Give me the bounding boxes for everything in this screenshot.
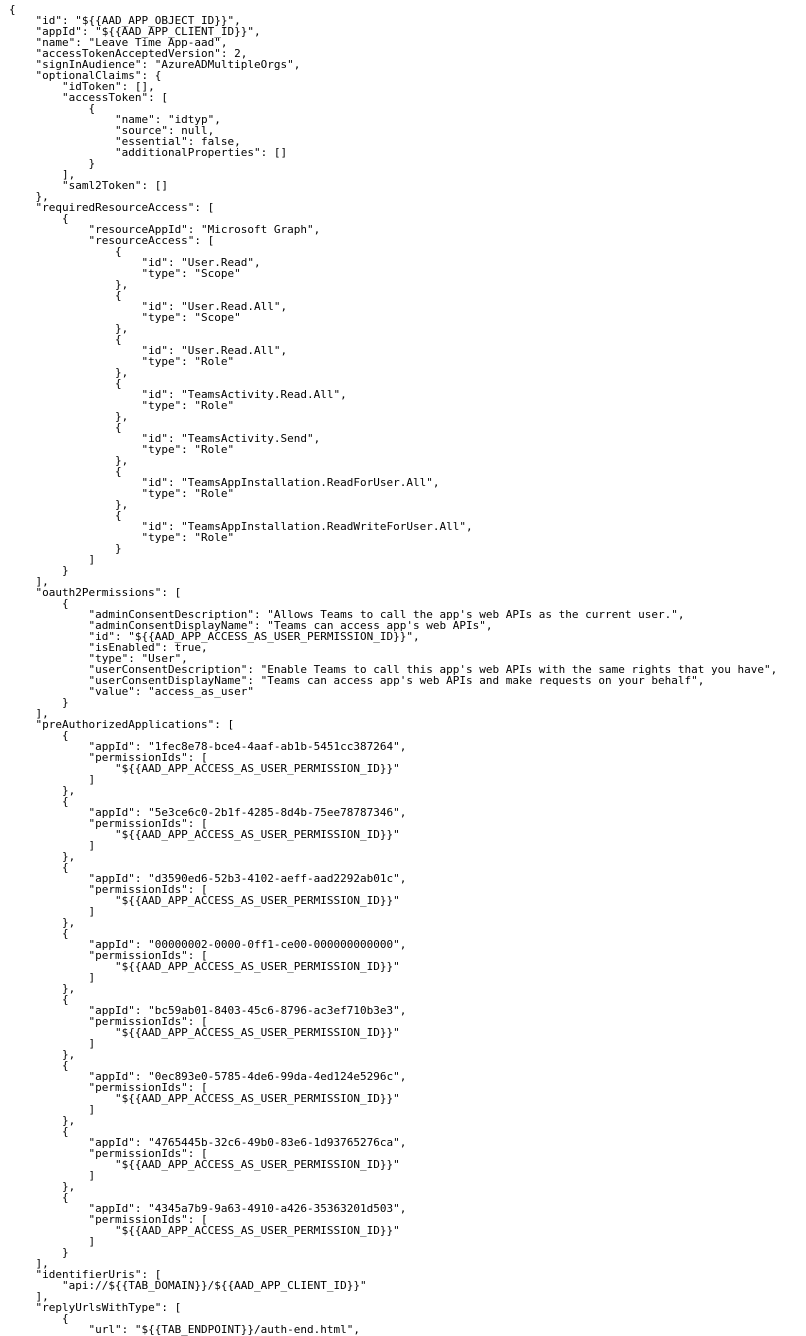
code-line: { xyxy=(9,102,96,115)
code-line: "essential": false, xyxy=(9,135,241,148)
code-line: }, xyxy=(9,190,49,203)
code-line: { xyxy=(9,377,122,390)
code-line: "permissionIds": [ xyxy=(9,949,208,962)
code-line: "idToken": [], xyxy=(9,80,155,93)
code-line: "userConsentDescription": "Enable Teams to call this app's web APIs with the same rights that you have", xyxy=(9,663,778,676)
code-line: "accessToken": [ xyxy=(9,91,168,104)
code-line: "id": "User.Read.All", xyxy=(9,344,288,357)
code-line: "id": "TeamsActivity.Read.All", xyxy=(9,388,347,401)
code-line: { xyxy=(9,465,122,478)
code-line: }, xyxy=(9,454,129,467)
code-line: } xyxy=(9,542,122,555)
code-line: "userConsentDisplayName": "Teams can access app's web APIs and make requests on your behalf", xyxy=(9,674,705,687)
code-line: "type": "User", xyxy=(9,652,188,665)
code-line: "source": null, xyxy=(9,124,215,137)
code-line: }, xyxy=(9,1048,76,1061)
code-line: "appId": "5e3ce6c0-2b1f-4285-8d4b-75ee78787346", xyxy=(9,806,407,819)
code-line: "id": "TeamsActivity.Send", xyxy=(9,432,321,445)
code-line: }, xyxy=(9,410,129,423)
code-line: "${{AAD_APP_ACCESS_AS_USER_PERMISSION_ID}}" xyxy=(9,1026,400,1039)
code-line: { xyxy=(9,1059,69,1072)
code-line: "identifierUris": [ xyxy=(9,1268,162,1281)
code-line: }, xyxy=(9,1180,76,1193)
code-line: "name": "idtyp", xyxy=(9,113,221,126)
code-line: "id": "TeamsAppInstallation.ReadForUser.All", xyxy=(9,476,440,489)
code-line: "oauth2Permissions": [ xyxy=(9,586,182,599)
code-line: ] xyxy=(9,905,96,918)
code-line: { xyxy=(9,421,122,434)
code-line: "resourceAccess": [ xyxy=(9,234,215,247)
code-line: } xyxy=(9,1246,69,1259)
code-line: "type": "Role" xyxy=(9,443,235,456)
code-line: ], xyxy=(9,707,49,720)
code-line: "type": "Role" xyxy=(9,355,235,368)
code-line: "resourceAppId": "Microsoft Graph", xyxy=(9,223,321,236)
code-line: { xyxy=(9,1125,69,1138)
code-line: ] xyxy=(9,773,96,786)
code-line: { xyxy=(9,509,122,522)
code-line: "requiredResourceAccess": [ xyxy=(9,201,215,214)
code-line: "id": "${{AAD_APP_OBJECT_ID}}", xyxy=(9,14,241,27)
code-line: "saml2Token": [] xyxy=(9,179,168,192)
code-line: { xyxy=(9,795,69,808)
code-line: }, xyxy=(9,850,76,863)
code-line: "appId": "00000002-0000-0ff1-ce00-000000000000", xyxy=(9,938,407,951)
code-line: ], xyxy=(9,1290,49,1303)
code-line: "signInAudience": "AzureADMultipleOrgs", xyxy=(9,58,301,71)
code-line: } xyxy=(9,564,69,577)
code-line: ] xyxy=(9,1235,96,1248)
code-line: } xyxy=(9,696,69,709)
code-line: ] xyxy=(9,553,96,566)
code-line: { xyxy=(9,1312,69,1325)
code-line: "type": "Role" xyxy=(9,487,235,500)
code-line: "type": "Scope" xyxy=(9,267,241,280)
code-line: "${{AAD_APP_ACCESS_AS_USER_PERMISSION_ID}}" xyxy=(9,828,400,841)
code-line: "accessTokenAcceptedVersion": 2, xyxy=(9,47,248,60)
code-line: }, xyxy=(9,498,129,511)
code-line: { xyxy=(9,333,122,346)
code-line: "url": "${{TAB_ENDPOINT}}/auth-end.html", xyxy=(9,1323,360,1336)
code-line: "preAuthorizedApplications": [ xyxy=(9,718,235,731)
code-line: "type": "Scope" xyxy=(9,311,241,324)
code-line: "type": "Role" xyxy=(9,399,235,412)
code-line: "adminConsentDescription": "Allows Teams to call the app's web APIs as the current user.", xyxy=(9,608,685,621)
code-line: ] xyxy=(9,1103,96,1116)
code-line: ] xyxy=(9,1169,96,1182)
code-line: }, xyxy=(9,916,76,929)
code-line: "${{AAD_APP_ACCESS_AS_USER_PERMISSION_ID}}" xyxy=(9,894,400,907)
code-line: ] xyxy=(9,1037,96,1050)
code-line: "name": "Leave Time App-aad", xyxy=(9,36,228,49)
code-line: ] xyxy=(9,839,96,852)
code-line: }, xyxy=(9,784,76,797)
code-line: ] xyxy=(9,971,96,984)
code-line: "id": "TeamsAppInstallation.ReadWriteForUser.All", xyxy=(9,520,473,533)
code-line: "id": "User.Read.All", xyxy=(9,300,288,313)
code-line: "additionalProperties": [] xyxy=(9,146,288,159)
code-line: "type": "Role" xyxy=(9,531,235,544)
code-line: }, xyxy=(9,1114,76,1127)
code-line: "appId": "1fec8e78-bce4-4aaf-ab1b-5451cc387264", xyxy=(9,740,407,753)
code-line: "${{AAD_APP_ACCESS_AS_USER_PERMISSION_ID}}" xyxy=(9,960,400,973)
code-line: } xyxy=(9,157,96,170)
code-line: { xyxy=(9,927,69,940)
code-line: "id": "${{AAD_APP_ACCESS_AS_USER_PERMISSION_ID}}", xyxy=(9,630,420,643)
code-line: "appId": "4345a7b9-9a63-4910-a426-35363201d503", xyxy=(9,1202,407,1215)
code-line: { xyxy=(9,597,69,610)
code-line: { xyxy=(9,861,69,874)
code-line: { xyxy=(9,3,16,16)
code-line: "permissionIds": [ xyxy=(9,883,208,896)
code-line: }, xyxy=(9,366,129,379)
code-line: "permissionIds": [ xyxy=(9,1213,208,1226)
code-line: "appId": "4765445b-32c6-49b0-83e6-1d93765276ca", xyxy=(9,1136,407,1149)
code-line: "replyUrlsWithType": [ xyxy=(9,1301,182,1314)
code-line: }, xyxy=(9,982,76,995)
code-line: { xyxy=(9,289,122,302)
code-line: "permissionIds": [ xyxy=(9,1081,208,1094)
code-line: "id": "User.Read", xyxy=(9,256,261,269)
code-line: "permissionIds": [ xyxy=(9,751,208,764)
code-line: "${{AAD_APP_ACCESS_AS_USER_PERMISSION_ID}}" xyxy=(9,1092,400,1105)
code-line: "api://${{TAB_DOMAIN}}/${{AAD_APP_CLIENT_ID}}" xyxy=(9,1279,367,1292)
code-line: { xyxy=(9,212,69,225)
code-line: "value": "access_as_user" xyxy=(9,685,255,698)
code-line: }, xyxy=(9,278,129,291)
code-line: "appId": "${{AAD_APP_CLIENT_ID}}", xyxy=(9,25,261,38)
code-line: "${{AAD_APP_ACCESS_AS_USER_PERMISSION_ID}}" xyxy=(9,762,400,775)
code-line: "isEnabled": true, xyxy=(9,641,208,654)
code-line: ], xyxy=(9,1257,49,1270)
code-line: "adminConsentDisplayName": "Teams can access app's web APIs", xyxy=(9,619,493,632)
code-line: "permissionIds": [ xyxy=(9,817,208,830)
code-line: "permissionIds": [ xyxy=(9,1015,208,1028)
code-line: }, xyxy=(9,322,129,335)
code-line: { xyxy=(9,1191,69,1204)
code-line: "${{AAD_APP_ACCESS_AS_USER_PERMISSION_ID}}" xyxy=(9,1224,400,1237)
code-line: "optionalClaims": { xyxy=(9,69,162,82)
code-line: "appId": "d3590ed6-52b3-4102-aeff-aad2292ab01c", xyxy=(9,872,407,885)
code-line: { xyxy=(9,729,69,742)
code-line: { xyxy=(9,245,122,258)
code-line: "appId": "bc59ab01-8403-45c6-8796-ac3ef710b3e3", xyxy=(9,1004,407,1017)
code-line: ], xyxy=(9,168,76,181)
code-line: { xyxy=(9,993,69,1006)
code-line: ], xyxy=(9,575,49,588)
code-line: "appId": "0ec893e0-5785-4de6-99da-4ed124e5296c", xyxy=(9,1070,407,1083)
code-line: "${{AAD_APP_ACCESS_AS_USER_PERMISSION_ID}}" xyxy=(9,1158,400,1171)
code-line: "permissionIds": [ xyxy=(9,1147,208,1160)
